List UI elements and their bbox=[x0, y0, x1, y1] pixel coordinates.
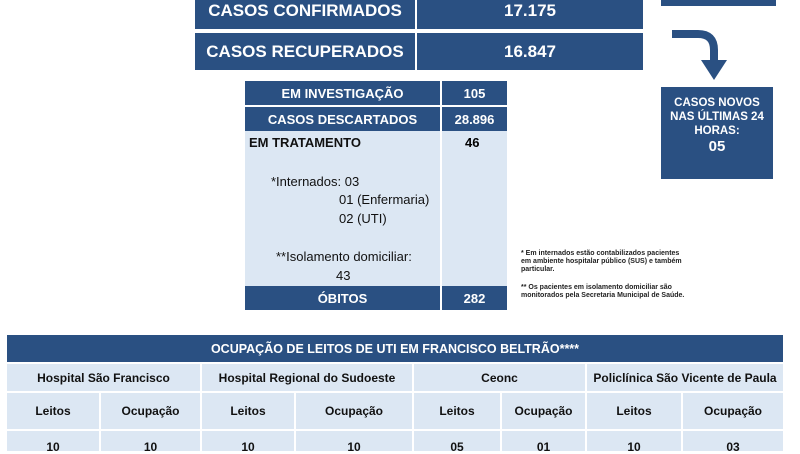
hospitalized-label: *Internados: 03 bbox=[271, 174, 360, 189]
investigation-label: EM INVESTIGAÇÃO bbox=[245, 81, 442, 105]
beds-value: 10 bbox=[587, 431, 681, 451]
curved-arrow-down-icon bbox=[668, 30, 732, 84]
icu-value: 02 (UTI) bbox=[339, 211, 387, 226]
occupancy-value: 10 bbox=[296, 431, 412, 451]
discarded-label: CASOS DESCARTADOS bbox=[245, 107, 442, 131]
icu-table-title: OCUPAÇÃO DE LEITOS DE UTI EM FRANCISCO BELTRÃO**** bbox=[7, 335, 783, 362]
recovered-value: 16.847 bbox=[504, 41, 556, 61]
discarded-value: 28.896 bbox=[454, 111, 495, 127]
treatment-value: 46 bbox=[465, 135, 480, 150]
investigation-value: 105 bbox=[463, 85, 486, 101]
home-isolation-label: **Isolamento domiciliar: bbox=[276, 249, 412, 264]
deaths-row bbox=[245, 286, 507, 310]
hospital-name: Hospital São Francisco bbox=[7, 364, 200, 391]
hospital-name: Hospital Regional do Sudoeste bbox=[202, 364, 412, 391]
hospital-name: Policlínica São Vicente de Paula bbox=[587, 364, 783, 391]
deaths-label: ÓBITOS bbox=[245, 286, 442, 310]
date-box bbox=[661, 0, 776, 6]
occupancy-header: Ocupação bbox=[101, 393, 200, 429]
home-isolation-value: 43 bbox=[336, 268, 351, 283]
beds-value: 10 bbox=[202, 431, 294, 451]
investigation-row bbox=[245, 81, 507, 105]
new-cases-box bbox=[661, 87, 773, 179]
deaths-value: 282 bbox=[463, 290, 486, 306]
beds-header: Leitos bbox=[7, 393, 99, 429]
beds-value: 10 bbox=[7, 431, 99, 451]
occupancy-header: Ocupação bbox=[296, 393, 412, 429]
new-cases-line2: NAS ÚLTIMAS 24 bbox=[670, 111, 764, 123]
footnote-hospitalized: * Em internados estão contabilizados pacientes em ambiente hospitalar público (SUS) e também particular. bbox=[521, 250, 682, 273]
occupancy-header: Ocupação bbox=[502, 393, 585, 429]
beds-header: Leitos bbox=[202, 393, 294, 429]
beds-header: Leitos bbox=[587, 393, 681, 429]
recovered-label: CASOS RECUPERADOS bbox=[195, 33, 417, 70]
new-cases-value: 05 bbox=[708, 138, 726, 155]
confirmed-value: 17.175 bbox=[504, 0, 556, 20]
hospital-name: Ceonc bbox=[414, 364, 585, 391]
treatment-section bbox=[245, 131, 507, 286]
confirmed-row bbox=[195, 0, 643, 29]
occupancy-header: Ocupação bbox=[683, 393, 783, 429]
treatment-value-cell bbox=[442, 131, 507, 286]
icu-occupancy-table bbox=[7, 335, 783, 454]
beds-value: 05 bbox=[414, 431, 500, 451]
recovered-row bbox=[195, 33, 643, 70]
status-table bbox=[245, 81, 507, 310]
treatment-details bbox=[245, 131, 442, 286]
new-cases-line1: CASOS NOVOS bbox=[674, 97, 760, 109]
occupancy-value: 10 bbox=[101, 431, 200, 451]
confirmed-label: CASOS CONFIRMADOS bbox=[195, 0, 417, 29]
occupancy-value: 01 bbox=[502, 431, 585, 451]
new-cases-line3: HORAS: bbox=[694, 125, 740, 137]
ward-value: 01 (Enfermaria) bbox=[339, 192, 430, 207]
summary-table bbox=[195, 0, 643, 70]
beds-header: Leitos bbox=[414, 393, 500, 429]
footnote-home-isolation: ** Os pacientes em isolamento domiciliar são monitorados pela Secretaria Municipal de Saúde. bbox=[521, 284, 685, 299]
occupancy-value: 03 bbox=[683, 431, 783, 451]
treatment-label: EM TRATAMENTO bbox=[249, 135, 361, 150]
discarded-row bbox=[245, 107, 507, 131]
